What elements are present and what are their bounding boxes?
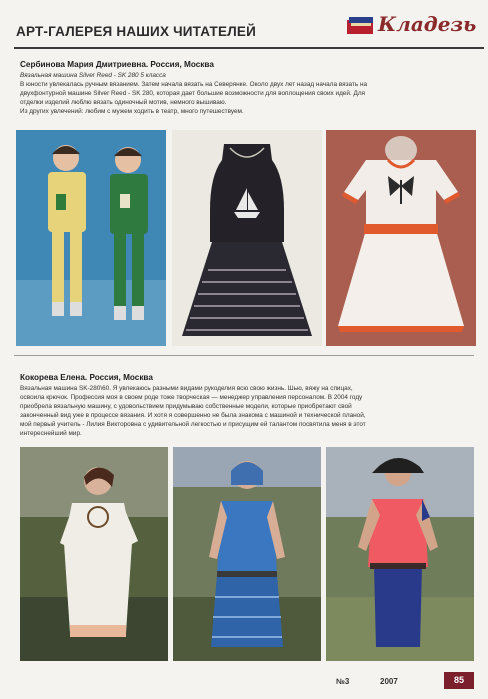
photo-sailboat-dress: [172, 130, 322, 346]
section-divider: [14, 355, 474, 356]
issue-number: №3: [336, 677, 350, 686]
section2-line: законченный вид уже в процессе вязания. И хотя я совершенно не была знакома с машиной и технической планой,: [20, 412, 366, 419]
section1-line: Вязальная машина Silver Reed - SK 280 5 класса: [20, 72, 166, 79]
photo-blue-vest: [173, 447, 321, 661]
section2-line: освоила крючок. Профессия моя в своем роде тоже творческая — менеджер управления персоналом. В 2004 году: [20, 394, 363, 401]
issue-year: 2007: [380, 677, 398, 686]
page-title: АРТ-ГАЛЕРЕЯ НАШИХ ЧИТАТЕЛЕЙ: [16, 24, 256, 39]
page-header: [14, 14, 484, 50]
section1-heading: Сербинова Мария Дмитриевна. Россия, Москва: [20, 60, 214, 69]
photo-white-knit-top: [20, 447, 168, 661]
section2-line: Вязальная машина SK-280\60. Я увлекаюсь разными видами рукоделия всю свою жизнь. Шью, вяжу на спицах,: [20, 385, 353, 392]
section1-line: отделки изделий люблю вязать одиночный мотив, немного вышиваю.: [20, 99, 227, 106]
page-number: 85: [444, 672, 474, 689]
logo-book-icon: [346, 14, 376, 38]
section1-line: В юности увлекалась ручным вязанием. Затем начала вязать на Северянке. Около двух лет назад начала вязать на: [20, 81, 368, 88]
section1-line: Из других увлечений: любим с мужем ходить в театр, много путешествуем.: [20, 108, 244, 115]
header-rule: [14, 47, 484, 49]
section2-line: интереснейший мир.: [20, 430, 82, 437]
section2-line: мой первый учитель - Лилия Викторовна с удивительной легкостью и присущим ей талантом посвятила меня в этот: [20, 421, 366, 428]
photo-children-outfits: [16, 130, 166, 346]
photo-pink-top: [326, 447, 474, 661]
section2-line: приобрела вязальную машину, с удовольствием придумываю собственные модели, которые приобретают свой: [20, 403, 352, 410]
section1-line: двухфонтурной машине Silver Reed - SK 280, которая дает большие возможности для воплощения своих идей. Для: [20, 90, 366, 97]
photo-butterfly-dress: [326, 130, 476, 346]
section2-heading: Кокорева Елена. Россия, Москва: [20, 373, 153, 382]
magazine-logo: [346, 12, 482, 46]
logo-text: Кладезь: [378, 12, 477, 36]
